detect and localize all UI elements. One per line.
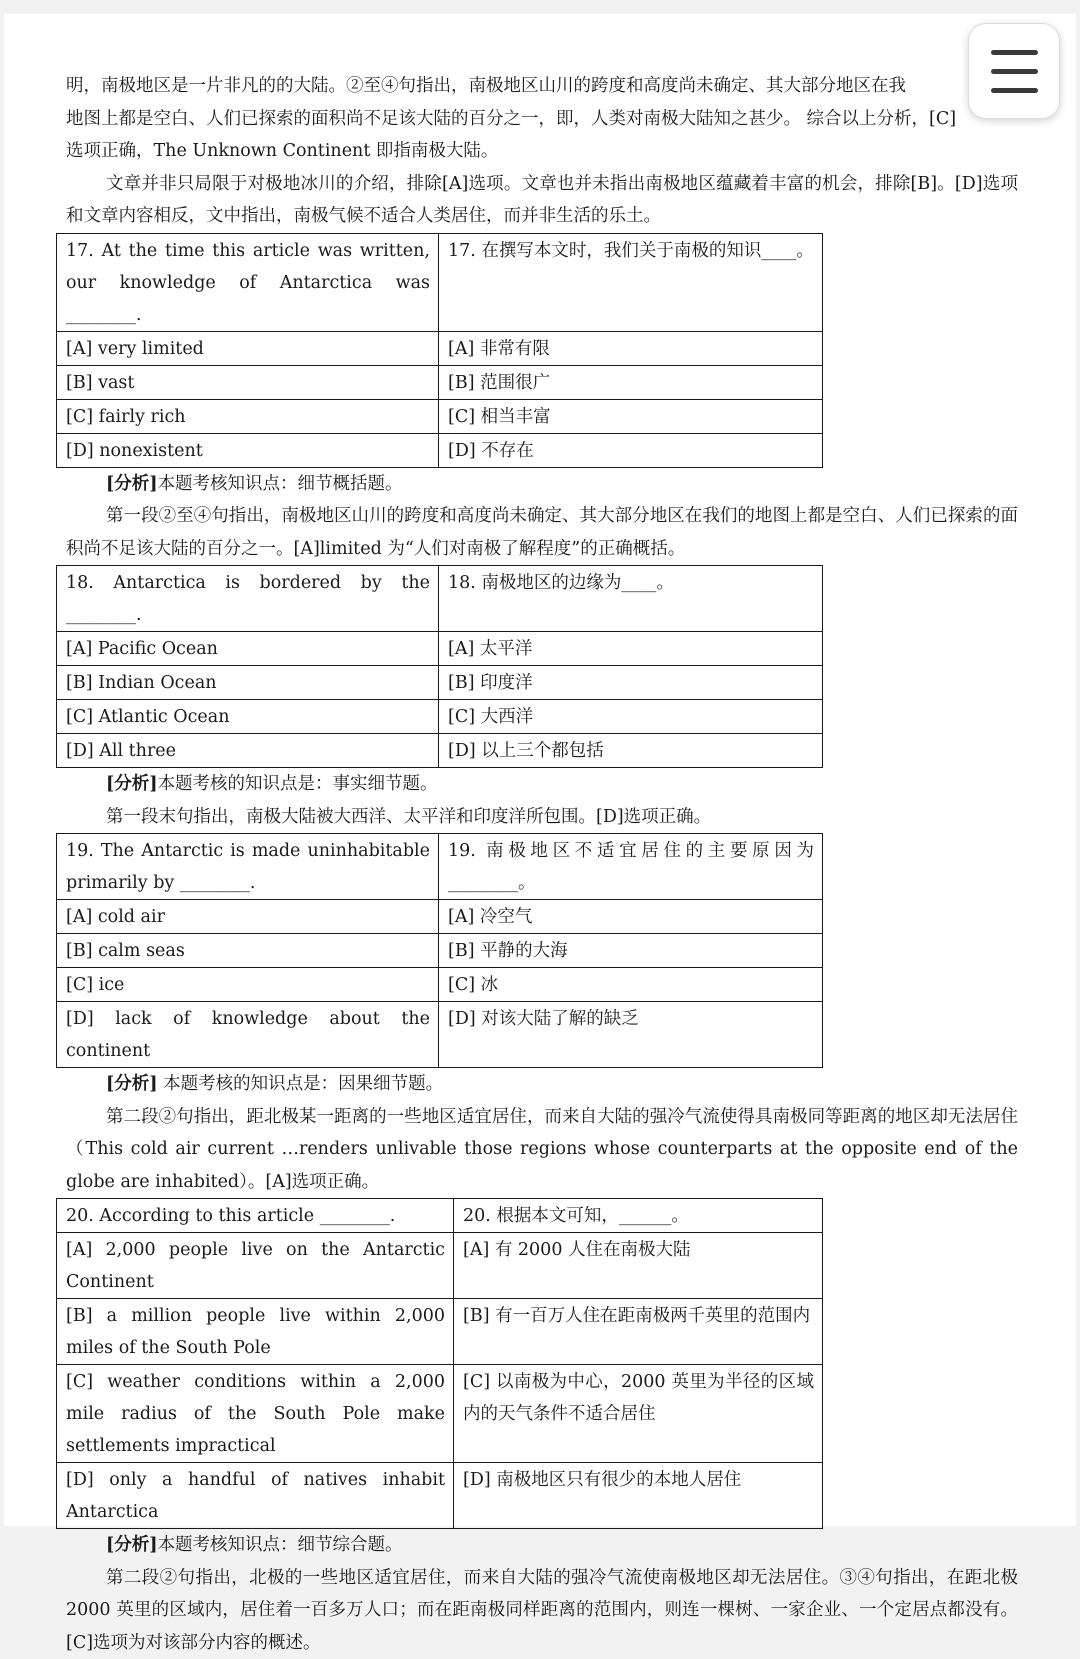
option-row [57,900,823,934]
analysis-label: [分析] [106,474,158,494]
option-row [57,1365,823,1463]
question-stem-zh: 20. 根据本文可知，______。 [454,1199,823,1233]
question-stem-row [57,834,823,900]
option-zh: [B] 范围很广 [439,365,823,399]
option-zh: [A] 冷空气 [439,900,823,934]
question-table-18 [56,565,823,768]
option-zh: [D] 南极地区只有很少的本地人居住 [454,1463,823,1529]
option-en: [A] cold air [57,900,439,934]
document-content [66,70,1018,1659]
option-en: [B] vast [57,365,439,399]
intro-line: 选项正确，The Unknown Continent 即指南极大陆。 [66,135,1018,168]
analysis-label: [分析] [106,1535,158,1555]
option-en: [A] Pacific Ocean [57,632,439,666]
option-zh: [B] 印度洋 [439,666,823,700]
option-en: [D] only a handful of natives inhabit Antarctica [57,1463,454,1529]
option-row [57,700,823,734]
option-zh: [A] 非常有限 [439,331,823,365]
option-row [57,1002,823,1068]
analysis-text: 本题考核知识点：细节综合题。 [158,1535,403,1555]
question-stem-en: 18. Antarctica is bordered by the ________. [57,566,439,632]
intro-line: 明，南极地区是一片非凡的的大陆。②至④句指出，南极地区山川的跨度和高度尚未确定、其大部分地区在我 [66,70,1018,103]
option-en: [A] very limited [57,331,439,365]
option-zh: [B] 平静的大海 [439,934,823,968]
question-stem-row [57,1199,823,1233]
question-stem-row [57,233,823,331]
option-zh: [A] 有 2000 人住在南极大陆 [454,1233,823,1299]
option-zh: [B] 有一百万人住在距南极两千英里的范围内 [454,1299,823,1365]
intro-line: 地图上都是空白、人们已探索的面积尚不足该大陆的百分之一，即，人类对南极大陆知之甚少。 综合以上分析，[C] [66,103,1018,136]
option-row [57,968,823,1002]
option-zh: [A] 太平洋 [439,632,823,666]
analysis-line [66,1068,1018,1101]
option-row [57,1233,823,1299]
option-en: [C] fairly rich [57,399,439,433]
question-table-19 [56,833,823,1068]
question-table-20 [56,1198,823,1529]
option-en: [C] ice [57,968,439,1002]
question-stem-en: 20. According to this article ________. [57,1199,454,1233]
analysis-label: [分析] [106,1074,158,1094]
option-en: [B] Indian Ocean [57,666,439,700]
question-stem-en: 19. The Antarctic is made uninhabitable primarily by ________. [57,834,439,900]
analysis-label: [分析] [106,774,158,794]
question-stem-en: 17. At the time this article was written, our knowledge of Antarctica was ________. [57,233,439,331]
explanation-paragraph: 第二段②句指出，距北极某一距离的一些地区适宜居住，而来自大陆的强冷气流使得具南极同等距离的地区却无法居住（This cold air current …renders unlivable those regions whose counterparts at the opposite end of the globe are inhabited）。[A]选项正确。 [66,1101,1018,1199]
intro-paragraph: 文章并非只局限于对极地冰川的介绍，排除[A]选项。文章也并未指出南极地区蕴藏着丰富的机会，排除[B]。[D]选项和文章内容相反，文中指出，南极气候不适合人类居住，而并非生活的乐土。 [66,168,1018,233]
option-zh: [D] 对该大陆了解的缺乏 [439,1002,823,1068]
option-zh: [D] 不存在 [439,433,823,467]
option-en: [B] calm seas [57,934,439,968]
analysis-line [66,1529,1018,1562]
option-zh: [C] 大西洋 [439,700,823,734]
explanation-paragraph: 第二段②句指出，北极的一些地区适宜居住，而来自大陆的强冷气流使南极地区却无法居住。③④句指出，在距北极 2000 英里的区域内，居住着一百多万人口；而在距南极同样距离的范围内，则连一棵树、一家企业、一个定居点都没有。 [C]选项为对该部分内容的概述。 [66,1562,1018,1659]
option-zh: [C] 相当丰富 [439,399,823,433]
option-row [57,632,823,666]
option-row [57,433,823,467]
option-row [57,734,823,768]
question-stem-row [57,566,823,632]
analysis-text: 本题考核的知识点是：事实细节题。 [158,774,438,794]
question-table-17 [56,233,823,468]
option-row [57,666,823,700]
option-en: [B] a million people live within 2,000 miles of the South Pole [57,1299,454,1365]
option-zh: [C] 冰 [439,968,823,1002]
analysis-line [66,468,1018,501]
question-stem-zh: 17. 在撰写本文时，我们关于南极的知识____。 [439,233,823,331]
document-page [4,14,1076,1526]
option-row [57,331,823,365]
question-stem-zh: 18. 南极地区的边缘为____。 [439,566,823,632]
menu-button[interactable] [968,23,1060,119]
analysis-text: 本题考核知识点：细节概括题。 [158,474,403,494]
explanation-paragraph: 第一段末句指出，南极大陆被大西洋、太平洋和印度洋所包围。[D]选项正确。 [66,801,1018,834]
option-row [57,365,823,399]
option-row [57,1463,823,1529]
option-en: [A] 2,000 people live on the Antarctic Continent [57,1233,454,1299]
analysis-line [66,768,1018,801]
option-en: [D] nonexistent [57,433,439,467]
option-zh: [C] 以南极为中心，2000 英里为半径的区域内的天气条件不适合居住 [454,1365,823,1463]
analysis-text: 本题考核的知识点是：因果细节题。 [158,1074,444,1094]
question-stem-zh: 19. 南极地区不适宜居住的主要原因为________。 [439,834,823,900]
option-zh: [D] 以上三个都包括 [439,734,823,768]
option-row [57,399,823,433]
option-row [57,934,823,968]
option-en: [C] Atlantic Ocean [57,700,439,734]
option-row [57,1299,823,1365]
explanation-paragraph: 第一段②至④句指出，南极地区山川的跨度和高度尚未确定、其大部分地区在我们的地图上都是空白、人们已探索的面积尚不足该大陆的百分之一。[A]limited 为“人们对南极了解程度”的正确概括。 [66,500,1018,565]
option-en: [C] weather conditions within a 2,000 mile radius of the South Pole make settlements impractical [57,1365,454,1463]
option-en: [D] lack of knowledge about the continent [57,1002,439,1068]
option-en: [D] All three [57,734,439,768]
